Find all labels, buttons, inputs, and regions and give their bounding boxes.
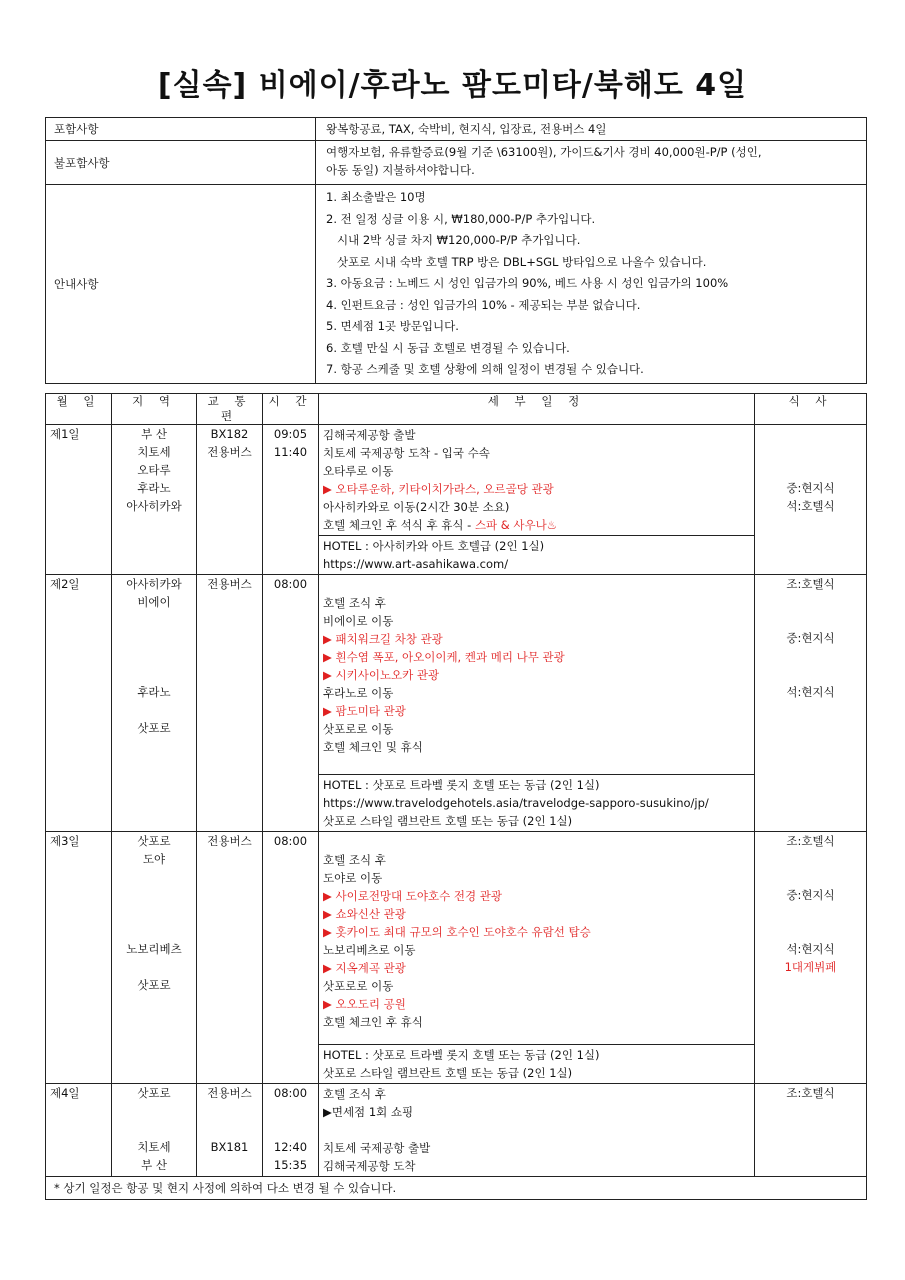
transport-item: 전용버스	[207, 834, 252, 848]
day-label: 제2일	[46, 575, 112, 832]
region-cell	[112, 1084, 197, 1177]
itinerary-line: ▶ 패치워크길 차창 관광	[323, 632, 443, 646]
itinerary-line: ▶ 팜도미타 관광	[323, 704, 406, 718]
header-date: 월 일	[46, 394, 112, 425]
itinerary-line: ▶면세점 1회 쇼핑	[323, 1105, 414, 1119]
meal-item: 석:현지식	[786, 942, 835, 956]
itinerary-line: 비에이로 이동	[323, 614, 394, 628]
region-name: 삿포로	[137, 834, 171, 848]
region-name: 치토세	[137, 1140, 171, 1154]
time-item: 12:40	[273, 1140, 308, 1154]
time-item: 11:40	[273, 445, 308, 459]
itinerary-line: 노보리베츠로 이동	[323, 943, 416, 957]
time-cell	[263, 832, 319, 1084]
included-value: 왕복항공료, TAX, 숙박비, 현지식, 입장료, 전용버스 4일	[316, 118, 867, 141]
schedule-table	[45, 393, 867, 1200]
itinerary-line: 치토세 국제공항 도착 - 입국 수속	[323, 446, 490, 460]
itinerary-line: 호텔 체크인 후 휴식	[323, 1015, 423, 1029]
itinerary-text: 호텔 체크인 후 석식 후 휴식 -	[323, 518, 475, 532]
meal-item: 석:호텔식	[786, 499, 835, 513]
time-item: 15:35	[273, 1158, 308, 1172]
notice-item: 5. 면세점 1곳 방문입니다.	[326, 319, 459, 333]
transport-cell	[197, 1084, 263, 1177]
region-name: 후라노	[137, 481, 171, 495]
notice-item: 시내 2박 싱글 차지 ₩120,000-P/P 추가입니다.	[326, 233, 581, 247]
itinerary-line: 김해국제공항 도착	[323, 1159, 416, 1173]
region-name: 삿포로	[137, 1086, 171, 1100]
notice-item: 4. 인펀트요금 : 성인 입금가의 10% - 제공되는 부분 없습니다.	[326, 297, 641, 312]
hotel-line: 삿포로 스타일 램브란트 호텔 또는 동급 (2인 1실)	[323, 814, 573, 828]
region-name: 삿포로	[137, 721, 171, 735]
notice-label: 안내사항	[46, 185, 316, 384]
hotel-url[interactable]: https://www.travelodgehotels.asia/travelodge-sapporo-susukino/jp/	[323, 796, 709, 810]
hotel-line: HOTEL : 삿포로 트라벨 롯지 호텔 또는 동급 (2인 1실)	[323, 1048, 600, 1062]
day-row	[46, 832, 867, 1084]
meal-item: 조:호텔식	[786, 577, 835, 591]
time-item: 08:00	[273, 1086, 308, 1100]
page-title: [실속] 비에이/후라노 팜도미타/북해도 4일	[157, 68, 748, 103]
itinerary-line: 호텔 조식 후	[323, 1087, 386, 1101]
excluded-line: 아동 동일) 지불하셔야합니다.	[326, 163, 475, 177]
day-row	[46, 1084, 867, 1177]
itinerary-line	[323, 516, 750, 534]
hotel-line: 삿포로 스타일 램브란트 호텔 또는 동급 (2인 1실)	[323, 1066, 573, 1080]
itinerary-line	[323, 576, 750, 594]
region-name: 노보리베츠	[126, 942, 182, 956]
meal-item: 중:현지식	[786, 481, 835, 495]
transport-cell	[197, 425, 263, 575]
region-name: 부 산	[141, 1158, 167, 1172]
detail-cell	[319, 1084, 755, 1177]
footnote: * 상기 일정은 항공 및 현지 사정에 의하여 다소 변경 될 수 있습니다.	[46, 1177, 867, 1200]
itinerary-line: 치토세 국제공항 출발	[323, 1141, 431, 1155]
transport-item: 전용버스	[207, 577, 252, 591]
detail-cell	[319, 575, 755, 832]
included-label: 포함사항	[46, 118, 316, 141]
region-name: 치토세	[137, 445, 171, 459]
itinerary-line: ▶ 지옥계곡 관광	[323, 961, 406, 975]
transport-cell	[197, 832, 263, 1084]
itinerary-line: 삿포로로 이동	[323, 979, 394, 993]
region-name: 아사히카와	[126, 499, 182, 513]
itinerary-line: ▶ 쇼와신산 관광	[323, 907, 406, 921]
notice-item: 6. 호텔 만실 시 동급 호텔로 변경될 수 있습니다.	[326, 340, 570, 355]
day-row	[46, 425, 867, 575]
meal-item: 석:현지식	[786, 685, 835, 699]
header-region: 지 역	[112, 394, 197, 425]
hotel-url[interactable]: https://www.art-asahikawa.com/	[323, 557, 509, 571]
meal-item: 중:현지식	[786, 888, 835, 902]
transport-item: 전용버스	[207, 1086, 252, 1100]
meal-cell	[755, 575, 867, 832]
region-cell	[112, 832, 197, 1084]
itinerary-line: ▶ 시키사이노오카 관광	[323, 668, 440, 682]
itinerary-line: 도야로 이동	[323, 871, 383, 885]
region-name: 아사히카와	[126, 577, 182, 591]
day-label: 제4일	[46, 1084, 112, 1177]
detail-cell	[319, 832, 755, 1084]
region-name: 부 산	[141, 427, 167, 441]
notice-item: 1. 최소출발은 10명	[326, 190, 426, 204]
time-item: 08:00	[273, 577, 308, 591]
meal-cell	[755, 425, 867, 575]
day-label: 제3일	[46, 832, 112, 1084]
header-transport: 교 통 편	[197, 394, 263, 425]
spa-highlight: 스파 & 사우나♨	[474, 518, 558, 532]
notice-list	[316, 185, 867, 384]
meal-item: 조:호텔식	[786, 834, 835, 848]
hotel-line: HOTEL : 삿포로 트라벨 롯지 호텔 또는 동급 (2인 1실)	[323, 778, 600, 792]
day-label: 제1일	[46, 425, 112, 575]
itinerary-line: ▶ 오타루운하, 키타이치가라스, 오르골당 관광	[323, 482, 554, 496]
transport-cell	[197, 575, 263, 832]
itinerary-line: ▶ 홋카이도 최대 규모의 호수인 도야호수 유람선 탑승	[323, 925, 591, 939]
time-cell	[263, 1084, 319, 1177]
time-cell	[263, 575, 319, 832]
day-row	[46, 575, 867, 832]
region-name: 삿포로	[137, 978, 171, 992]
itinerary-line: 오타루로 이동	[323, 464, 394, 478]
header-meal: 식 사	[755, 394, 867, 425]
region-name: 오타루	[137, 463, 171, 477]
region-name: 비에이	[137, 595, 171, 609]
excluded-line: 여행자보험, 유류할증료(9월 기준 \63100원), 가이드&기사 경비 40,000원-P/P (성인,	[326, 145, 762, 159]
transport-item: BX181	[210, 1140, 249, 1154]
meal-item: 중:현지식	[786, 631, 835, 645]
itinerary-line: 호텔 체크인 및 휴식	[323, 740, 423, 754]
hotel-line: HOTEL : 아사히카와 아트 호텔급 (2인 1실)	[323, 539, 545, 553]
excluded-label: 불포함사항	[46, 141, 316, 185]
region-cell	[112, 575, 197, 832]
transport-item: 전용버스	[207, 445, 252, 459]
header-time: 시 간	[263, 394, 319, 425]
itinerary-line: ▶ 오오도리 공원	[323, 997, 406, 1011]
notice-item: 7. 항공 스케줄 및 호텔 상황에 의해 일정이 변경될 수 있습니다.	[326, 362, 644, 376]
itinerary-line: 후라노로 이동	[323, 686, 394, 700]
time-item: 09:05	[273, 427, 308, 441]
notice-item: 2. 전 일정 싱글 이용 시, ₩180,000-P/P 추가입니다.	[326, 211, 596, 226]
time-item: 08:00	[273, 834, 308, 848]
meal-cell	[755, 1084, 867, 1177]
meal-extra: 1대게뷔페	[784, 960, 837, 974]
time-cell	[263, 425, 319, 575]
info-table	[45, 117, 867, 384]
itinerary-line: ▶ 사이로전망대 도야호수 전경 관광	[323, 889, 502, 903]
region-name: 후라노	[137, 685, 171, 699]
itinerary-line	[323, 833, 750, 851]
notice-item: 3. 아동요금 : 노베드 시 성인 입금가의 90%, 베드 사용 시 성인 입금가의 100%	[326, 276, 729, 290]
region-cell	[112, 425, 197, 575]
header-detail: 세 부 일 정	[319, 394, 755, 425]
itinerary-line: 삿포로로 이동	[323, 722, 394, 736]
itinerary-line: ▶ 흰수염 폭포, 아오이이케, 켄과 메리 나무 관광	[323, 650, 565, 664]
region-name: 도야	[142, 852, 166, 866]
meal-item: 조:호텔식	[786, 1086, 835, 1100]
transport-item: BX182	[210, 427, 249, 441]
meal-cell	[755, 832, 867, 1084]
itinerary-line: 아사히카와로 이동(2시간 30분 소요)	[323, 500, 510, 514]
itinerary-line: 호텔 조식 후	[323, 596, 386, 610]
detail-cell	[319, 425, 755, 575]
excluded-value	[316, 141, 867, 185]
itinerary-line: 김해국제공항 출발	[323, 428, 416, 442]
notice-item: 삿포로 시내 숙박 호텔 TRP 방은 DBL+SGL 방타입으로 나올수 있습니다.	[326, 254, 707, 269]
itinerary-line: 호텔 조식 후	[323, 853, 386, 867]
